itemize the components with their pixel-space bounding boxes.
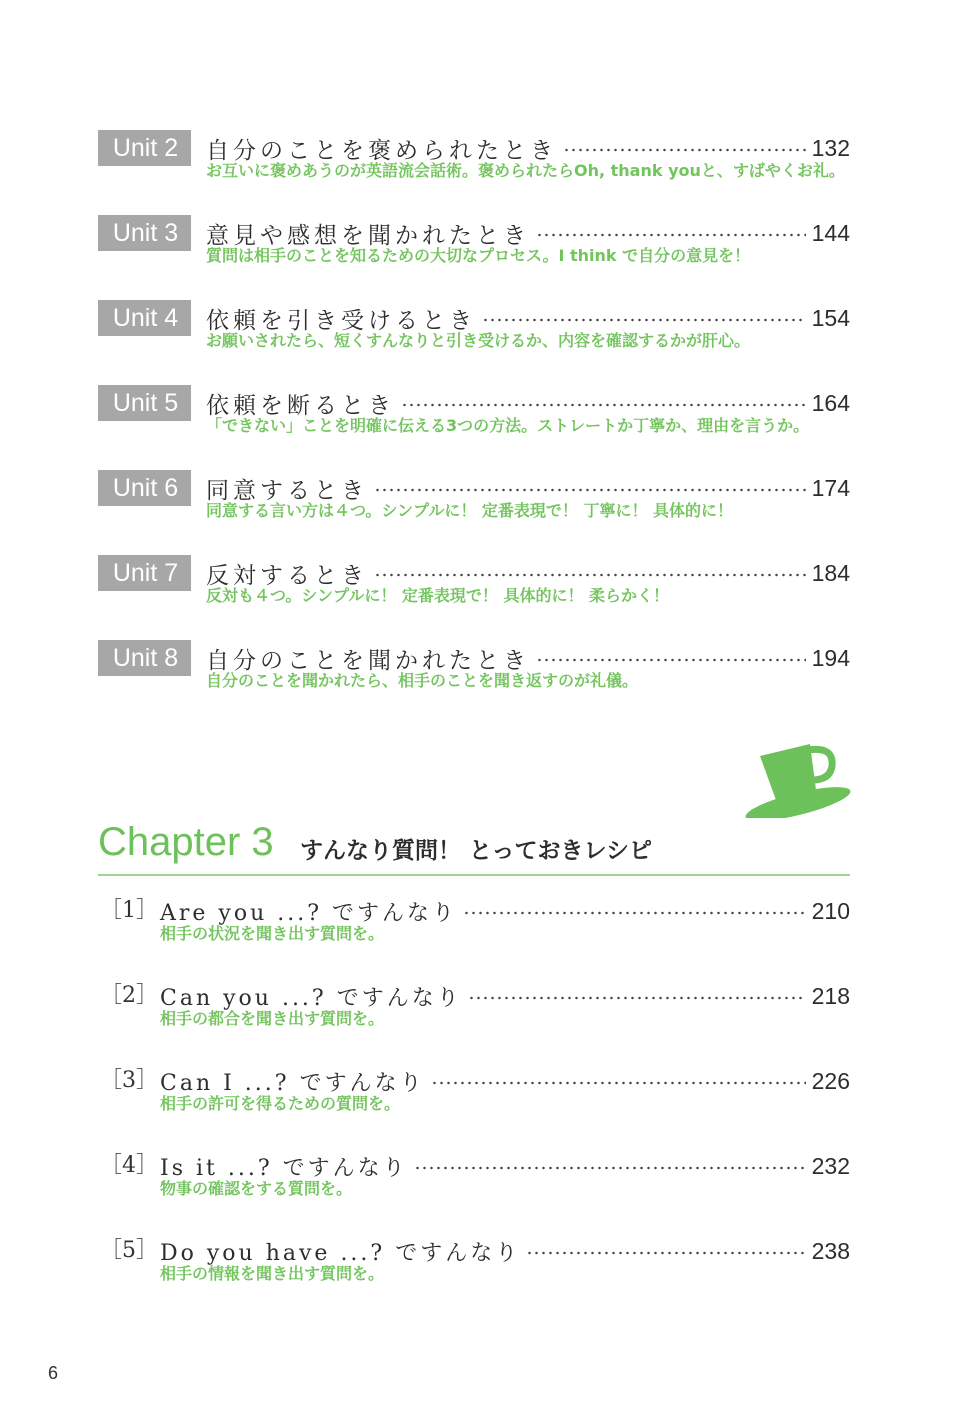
- page-ref: 238: [811, 1237, 850, 1264]
- page-ref: 232: [811, 1152, 850, 1179]
- entry-subtitle: 相手の状況を聞き出す質問を。: [160, 924, 385, 943]
- entry-title: 依頼を断るとき: [206, 392, 395, 419]
- dot-leader: [431, 1080, 806, 1086]
- recipe-number: ［5］: [100, 1238, 158, 1263]
- entry-subtitle: 質問は相手のことを知るための大切なプロセス。I think で自分の意見を！: [206, 246, 751, 265]
- dot-leader: [536, 232, 806, 238]
- entry-title: 同意するとき: [206, 477, 368, 504]
- page-ref: 184: [811, 559, 850, 586]
- unit-badge: Unit 5: [98, 385, 191, 421]
- page-ref: 226: [811, 1067, 850, 1094]
- page-number: 6: [48, 1363, 59, 1383]
- toc-entry-unit-5[interactable]: [98, 385, 850, 455]
- dot-leader: [526, 1250, 805, 1256]
- teacup-icon: [742, 736, 854, 818]
- dot-leader: [536, 657, 806, 663]
- dot-leader: [374, 487, 806, 493]
- unit-badge: Unit 3: [98, 215, 191, 251]
- toc-entry-unit-6[interactable]: [98, 470, 850, 540]
- entry-subtitle: 同意する言い方は４つ。シンプルに！ 定番表現で！ 丁寧に！ 具体的に！: [206, 501, 734, 520]
- entry-title: 意見や感想を聞かれたとき: [206, 222, 530, 249]
- page-ref: 154: [811, 304, 850, 331]
- entry-subtitle: 相手の許可を得るための質問を。: [160, 1094, 401, 1113]
- toc-entry-recipe-2[interactable]: [98, 978, 850, 1048]
- chapter-title: すんなり質問！ とっておきレシピ: [300, 838, 652, 864]
- unit-badge: Unit 7: [98, 555, 191, 591]
- page-ref: 194: [811, 644, 850, 671]
- recipe-number: ［3］: [100, 1068, 158, 1093]
- unit-badge: Unit 8: [98, 640, 191, 676]
- dot-leader: [414, 1165, 806, 1171]
- toc-entry-unit-3[interactable]: [98, 215, 850, 285]
- toc-entry-unit-4[interactable]: [98, 300, 850, 370]
- page-ref: 218: [811, 982, 850, 1009]
- page-ref: 132: [811, 134, 850, 161]
- chapter-label: Chapter 3: [98, 820, 274, 864]
- page-ref: 164: [811, 389, 850, 416]
- toc-entry-recipe-4[interactable]: [98, 1148, 850, 1218]
- entry-subtitle: 物事の確認をする質問を。: [160, 1179, 353, 1198]
- dot-leader: [374, 572, 806, 578]
- page-ref: 210: [811, 897, 850, 924]
- entry-subtitle: 「できない」ことを明確に伝える3つの方法。ストレートか丁寧か、理由を言うか。: [206, 416, 810, 435]
- recipe-number: ［2］: [100, 983, 158, 1008]
- recipe-number: ［4］: [100, 1153, 158, 1178]
- page-ref: 144: [811, 219, 850, 246]
- entry-subtitle: 相手の情報を聞き出す質問を。: [160, 1264, 385, 1283]
- toc-entry-recipe-5[interactable]: [98, 1233, 850, 1303]
- recipe-number: ［1］: [100, 898, 158, 923]
- toc-entry-unit-8[interactable]: [98, 640, 850, 710]
- entry-subtitle: 自分のことを聞かれたら、相手のことを聞き返すのが礼儀。: [206, 671, 639, 690]
- entry-title: Are you ...? ですんなり: [160, 900, 458, 926]
- unit-badge: Unit 4: [98, 300, 191, 336]
- dot-leader: [401, 402, 806, 408]
- entry-subtitle: お互いに褒めあうのが英語流会話術。褒められたらOh, thank youと、すばやくお礼。: [206, 161, 845, 180]
- toc-entry-recipe-1[interactable]: [98, 893, 850, 963]
- toc-entry-recipe-3[interactable]: [98, 1063, 850, 1133]
- toc-entry-unit-2[interactable]: [98, 130, 850, 200]
- entry-title: Can you ...? ですんなり: [160, 985, 462, 1011]
- entry-title: Is it ...? ですんなり: [160, 1155, 408, 1181]
- entry-title: Do you have ...? ですんなり: [160, 1240, 521, 1266]
- entry-title: 反対するとき: [206, 562, 368, 589]
- entry-title: 自分のことを聞かれたとき: [206, 647, 530, 674]
- entry-title: 自分のことを褒められたとき: [206, 137, 557, 164]
- entry-subtitle: お願いされたら、短くすんなりと引き受けるか、内容を確認するかが肝心。: [206, 331, 751, 350]
- dot-leader: [468, 995, 806, 1001]
- unit-badge: Unit 6: [98, 470, 191, 506]
- toc-entry-unit-7[interactable]: [98, 555, 850, 625]
- entry-title: 依頼を引き受けるとき: [206, 307, 476, 334]
- entry-title: Can I ...? ですんなり: [160, 1070, 425, 1096]
- dot-leader: [482, 317, 806, 323]
- entry-subtitle: 相手の都合を聞き出す質問を。: [160, 1009, 385, 1028]
- dot-leader: [463, 910, 806, 916]
- page-ref: 174: [811, 474, 850, 501]
- chapter-header: [98, 818, 850, 876]
- dot-leader: [563, 147, 806, 153]
- entry-subtitle: 反対も４つ。シンプルに！ 定番表現で！ 具体的に！ 柔らかく！: [206, 586, 670, 605]
- unit-badge: Unit 2: [98, 130, 191, 166]
